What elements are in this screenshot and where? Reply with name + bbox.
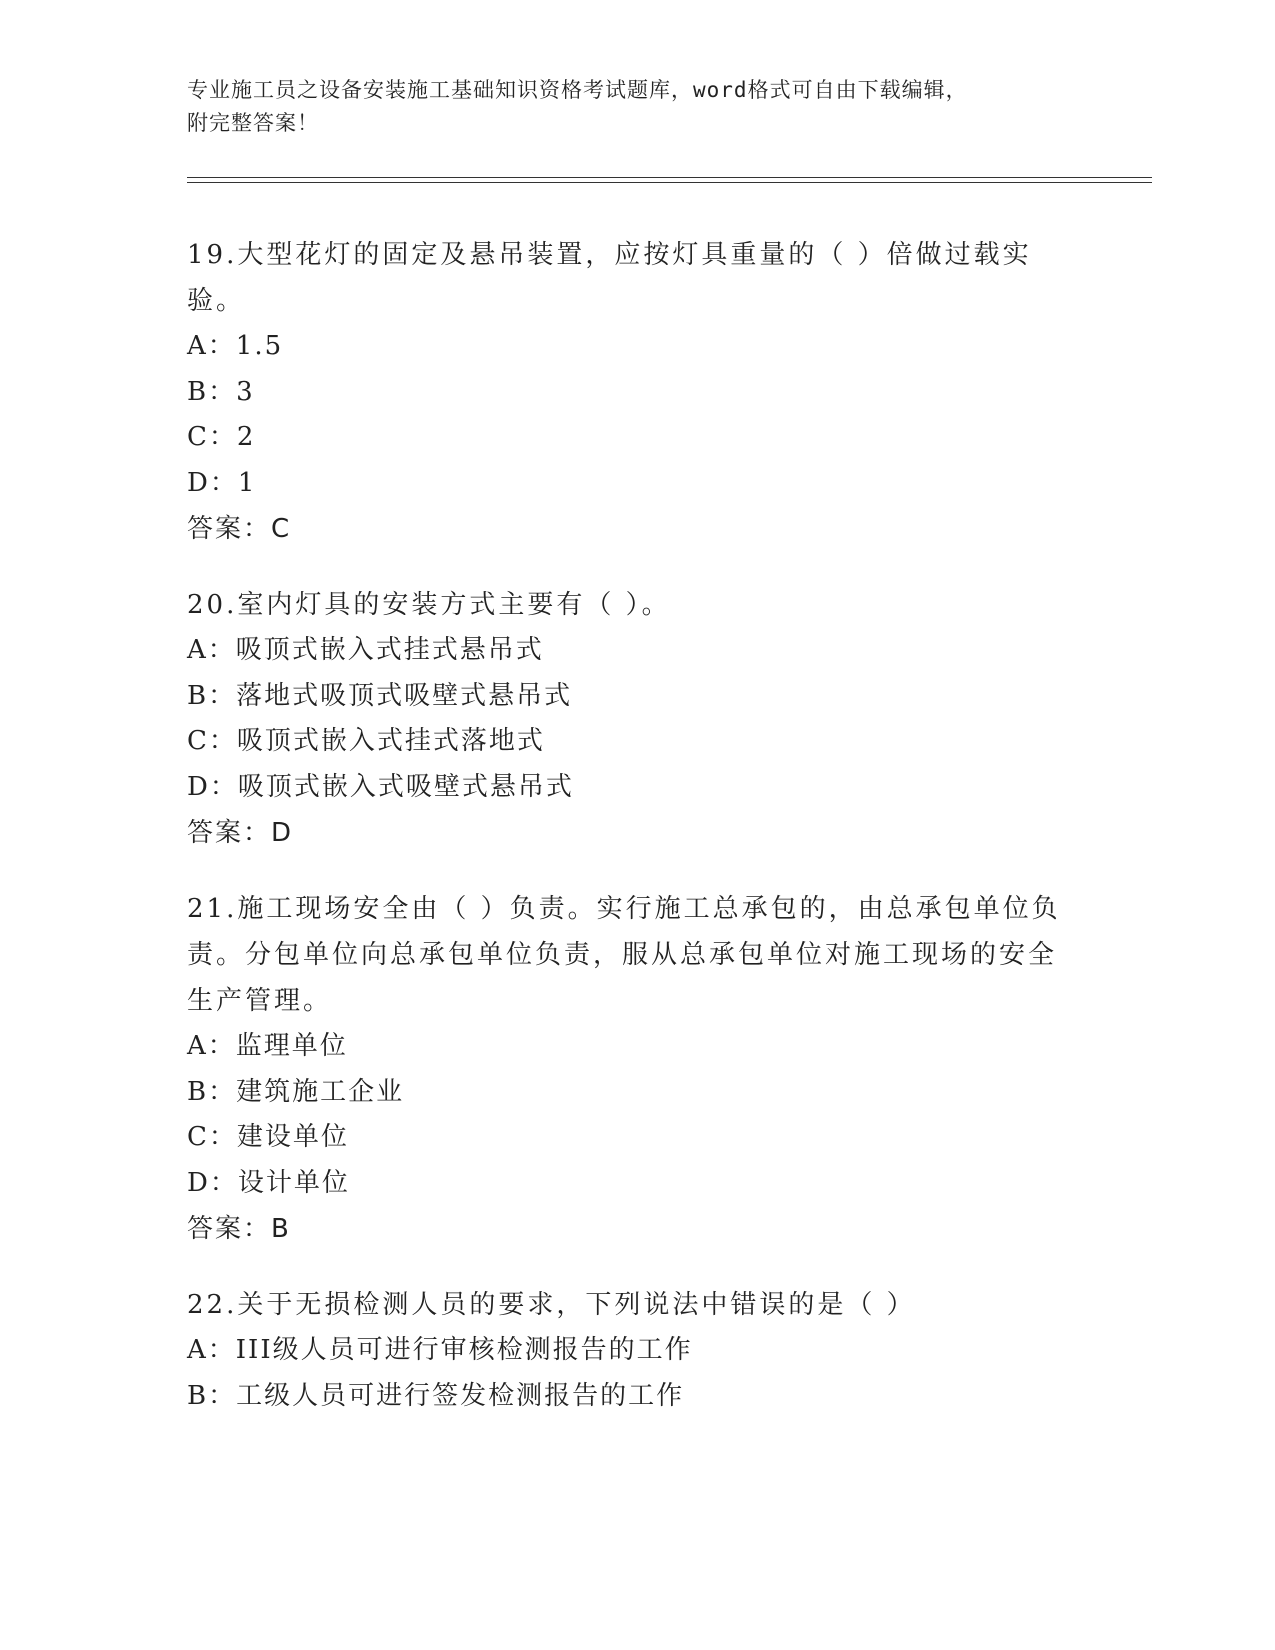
answer-value: B: [271, 1214, 289, 1244]
header-divider-top: [187, 177, 1152, 178]
question-21: [187, 886, 1067, 1252]
answer-label: 答案：: [187, 818, 272, 848]
option-a: A：吸顶式嵌入式挂式悬吊式: [187, 635, 544, 665]
option-a: A：1.5: [187, 331, 284, 361]
answer-value: C: [271, 514, 290, 544]
question-text: 21.施工现场安全由（ ）负责。实行施工总承包的，由总承包单位负责。分包单位向总承包单位负责，服从总承包单位对施工现场的安全生产管理。: [187, 894, 1061, 1016]
option-a: A：监理单位: [187, 1031, 348, 1061]
answer-value: D: [271, 818, 292, 848]
option-c: C：吸顶式嵌入式挂式落地式: [187, 726, 545, 756]
option-d: D：设计单位: [187, 1167, 350, 1198]
question-text: 20.室内灯具的安装方式主要有（ ）。: [187, 590, 671, 620]
option-b: B：建筑施工企业: [187, 1076, 405, 1107]
answer-label: 答案：: [187, 1214, 272, 1244]
option-a: A：III级人员可进行审核检测报告的工作: [187, 1335, 693, 1365]
question-20: [187, 582, 1067, 856]
question-22: [187, 1282, 1067, 1419]
header-line-2: 附完整答案！: [187, 111, 319, 135]
option-b: B：落地式吸顶式吸壁式悬吊式: [187, 680, 573, 711]
option-d: D：1: [187, 467, 257, 498]
option-b: B：3: [187, 376, 255, 407]
answer-line: [187, 810, 1067, 856]
answer-line: [187, 1206, 1067, 1252]
header-divider-bottom: [187, 182, 1152, 183]
question-text: 19.大型花灯的固定及悬吊装置，应按灯具重量的（ ）倍做过载实验。: [187, 240, 1032, 316]
question-text: 22.关于无损检测人员的要求，下列说法中错误的是（ ）: [187, 1290, 916, 1320]
option-c: C：2: [187, 422, 256, 452]
answer-label: 答案：: [187, 514, 272, 544]
answer-line: [187, 506, 1067, 552]
document-header: [187, 74, 1067, 140]
header-line-1: 专业施工员之设备安装施工基础知识资格考试题库，word格式可自由下载编辑，: [187, 78, 968, 102]
question-19: [187, 232, 1067, 552]
question-list: [187, 232, 1067, 1449]
option-d: D：吸顶式嵌入式吸壁式悬吊式: [187, 771, 574, 802]
option-b: B：工级人员可进行签发检测报告的工作: [187, 1380, 685, 1411]
option-c: C：建设单位: [187, 1122, 349, 1152]
